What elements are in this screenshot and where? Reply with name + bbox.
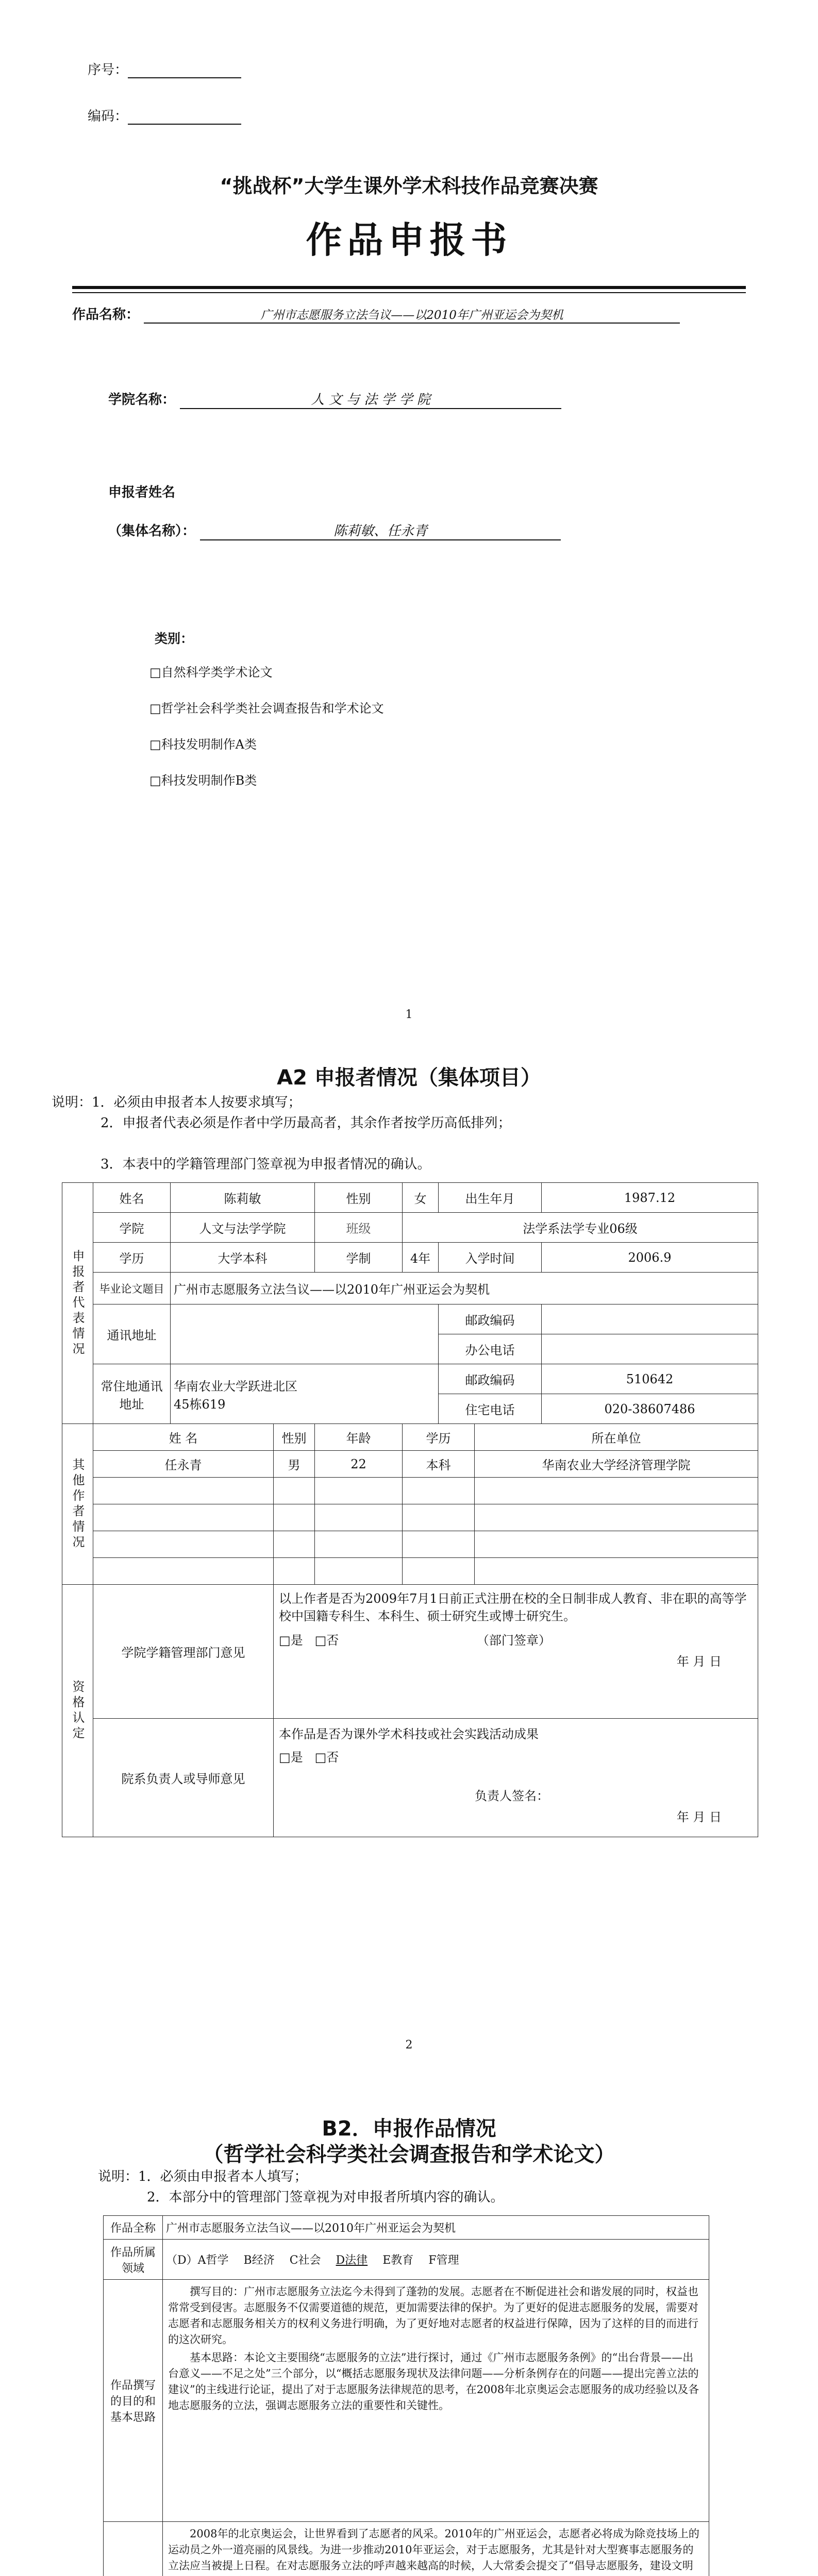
work-name-value[interactable]: 广州市志愿服务立法刍议——以2010年广州亚运会为契机 bbox=[163, 2216, 709, 2240]
dept-label: 院系负责人或导师意见 bbox=[93, 1719, 274, 1837]
empty-cell[interactable] bbox=[93, 1504, 274, 1531]
class-label: 班级 bbox=[315, 1213, 403, 1243]
field-option-philosophy[interactable]: （D）A哲学 bbox=[166, 2254, 229, 2267]
college-label: 学院 bbox=[93, 1213, 171, 1243]
category-social-science[interactable]: □哲学社会科学类社会调查报告和学术论文 bbox=[149, 701, 384, 716]
document-title: 作品申报书 bbox=[306, 218, 512, 261]
registrar-date: 年 月 日 bbox=[676, 1654, 722, 1669]
dept-sign-label: 负责人签名： bbox=[475, 1789, 549, 1803]
dept-yes-checkbox[interactable]: □是 bbox=[279, 1750, 303, 1765]
zip-label: 邮政编码 bbox=[439, 1304, 542, 1334]
empty-cell[interactable] bbox=[93, 1478, 274, 1504]
note-1: 说明：1．必须由申报者本人填写； bbox=[98, 2169, 308, 2184]
registrar-seal-label: （部门签章） bbox=[476, 1633, 551, 1648]
thesis-label: 毕业论文题目 bbox=[93, 1273, 171, 1304]
other-age[interactable]: 22 bbox=[315, 1451, 403, 1478]
empty-cell[interactable] bbox=[315, 1531, 403, 1558]
degree-value[interactable]: 大学本科 bbox=[171, 1243, 315, 1273]
other-degree[interactable]: 本科 bbox=[403, 1451, 475, 1478]
purpose-para: 撰写目的：广州市志愿服务立法迄今未得到了蓬勃的发展。志愿者在不断促进社会和谐发展的同时，权益也常常受到侵害。志愿服务不仅需要道德的规范，更加需要法律的保护。为了更好的促进志愿服务的发展，需要对志愿者和志愿服务相关方的权利义务进行明确，为了更好地对志愿者的权益进行保障，因为了这样的目的而进行的这次研究。 bbox=[168, 2285, 698, 2346]
entry-value[interactable]: 2006.9 bbox=[542, 1243, 758, 1273]
empty-cell[interactable] bbox=[475, 1504, 758, 1531]
field-option-economics[interactable]: B经济 bbox=[243, 2254, 275, 2267]
birth-value[interactable]: 1987.12 bbox=[542, 1183, 758, 1213]
collective-label: （集体名称）： bbox=[108, 523, 196, 539]
category-title: 类别： bbox=[155, 631, 194, 646]
college-value[interactable]: 人文与法学学院 bbox=[171, 1213, 315, 1243]
field-option-law[interactable]: D法律 bbox=[336, 2254, 368, 2267]
empty-cell[interactable] bbox=[475, 1558, 758, 1585]
table-row bbox=[62, 1558, 758, 1585]
years-label: 学制 bbox=[315, 1243, 403, 1273]
zip2-value[interactable]: 510642 bbox=[542, 1364, 758, 1394]
field-options bbox=[163, 2240, 709, 2280]
school-row bbox=[108, 389, 561, 409]
applicant-label: 申报者姓名 bbox=[108, 485, 176, 500]
divider bbox=[72, 292, 746, 293]
work-name-label: 作品全称 bbox=[104, 2216, 163, 2240]
empty-cell[interactable] bbox=[274, 1478, 315, 1504]
divider bbox=[72, 286, 746, 289]
page-number: 2 bbox=[405, 2039, 413, 2052]
empty-cell[interactable] bbox=[93, 1558, 274, 1585]
section-title: B2．申报作品情况 bbox=[322, 2117, 496, 2141]
note-3: 3．本表中的学籍管理部门签章视为申报者情况的确认。 bbox=[101, 1157, 431, 1172]
residence-label: 常住地通讯地址 bbox=[93, 1364, 171, 1424]
dept-text: 本作品是否为课外学术科技或社会实践活动成果 bbox=[279, 1727, 539, 1741]
residence-value[interactable] bbox=[171, 1364, 439, 1424]
office-value[interactable] bbox=[542, 1334, 758, 1364]
purpose-para: 基本思路：本论文主要围绕“志愿服务的立法”进行探讨，通过《广州市志愿服务条例》的“出台背景——出台意义——不足之处”三个部分，以“概括志愿服务现状及法律问题——分析条例存在的问题——提出完善立法的建议”的主线进行论证，提出了对于志愿服务法律规范的思考，在2008年北京奥运会志愿服务的成功经验以及各地志愿服务的立法，强调志愿服务立法的重要性和关键性。 bbox=[168, 2351, 699, 2412]
other-name[interactable]: 任永青 bbox=[93, 1451, 274, 1478]
birth-label: 出生年月 bbox=[439, 1183, 542, 1213]
applicant-names: 陈莉敏、任永青 bbox=[200, 520, 561, 540]
empty-cell[interactable] bbox=[93, 1531, 274, 1558]
school-label: 学院名称： bbox=[108, 392, 176, 408]
field-option-education[interactable]: E教育 bbox=[382, 2254, 414, 2267]
field-option-society[interactable]: C社会 bbox=[289, 2254, 321, 2267]
empty-cell[interactable] bbox=[315, 1504, 403, 1531]
name-value[interactable]: 陈莉敏 bbox=[171, 1183, 315, 1213]
table-row bbox=[62, 1531, 758, 1558]
others-label: 其他作者情况 bbox=[62, 1424, 93, 1585]
others-header-gender: 性别 bbox=[274, 1424, 315, 1451]
gender-value[interactable]: 女 bbox=[403, 1183, 439, 1213]
competition-title: “挑战杯”大学生课外学术科技作品竞赛决赛 bbox=[220, 175, 598, 197]
category-natural-science[interactable]: □自然科学类学术论文 bbox=[149, 665, 273, 680]
dept-cell bbox=[274, 1719, 758, 1837]
dept-no-checkbox[interactable]: □否 bbox=[314, 1750, 339, 1765]
section-title: A2 申报者情况（集体项目） bbox=[277, 1066, 541, 1090]
registrar-label: 学院学籍管理部门意见 bbox=[93, 1585, 274, 1719]
serial-number-line bbox=[88, 59, 241, 78]
entry-label: 入学时间 bbox=[439, 1243, 542, 1273]
empty-cell[interactable] bbox=[315, 1478, 403, 1504]
empty-cell[interactable] bbox=[403, 1504, 475, 1531]
category-invention-b[interactable]: □科技发明制作B类 bbox=[149, 773, 257, 788]
code-blank[interactable] bbox=[128, 110, 241, 125]
note-2: 2．本部分中的管理部门签章视为对申报者所填内容的确认。 bbox=[147, 2190, 504, 2205]
office-label: 办公电话 bbox=[439, 1334, 542, 1364]
others-header-age: 年龄 bbox=[315, 1424, 403, 1451]
empty-cell[interactable] bbox=[403, 1478, 475, 1504]
work-name-label: 作品名称： bbox=[72, 307, 140, 323]
empty-cell[interactable] bbox=[274, 1504, 315, 1531]
purpose-text[interactable] bbox=[163, 2280, 709, 2522]
gender-label: 性别 bbox=[315, 1183, 403, 1213]
note-1: 说明：1．必须由申报者本人按要求填写； bbox=[52, 1095, 302, 1110]
class-value[interactable]: 法学系法学专业06级 bbox=[403, 1213, 758, 1243]
page-1 bbox=[0, 0, 818, 1030]
rep-label: 申报者代表情况 bbox=[62, 1183, 93, 1424]
serial-label: 序号： bbox=[88, 62, 128, 78]
table-row bbox=[62, 1504, 758, 1531]
others-header-degree: 学历 bbox=[403, 1424, 475, 1451]
qualification-label: 资格认定 bbox=[62, 1585, 93, 1837]
residence-line-2: 45栋619 bbox=[174, 1397, 226, 1412]
degree-label: 学历 bbox=[93, 1243, 171, 1273]
contact-label: 通讯地址 bbox=[93, 1304, 171, 1364]
empty-cell[interactable] bbox=[475, 1531, 758, 1558]
registrar-no-checkbox[interactable]: □否 bbox=[314, 1633, 339, 1648]
applicant-table bbox=[62, 1182, 758, 1837]
innovation-para: 2008年的北京奥运会，让世界看到了志愿者的风采。2010年的广州亚运会，志愿者必将成为除竞技场上的运动员之外一道亮丽的风景线。为进一步推动2010年亚运会，对于志愿服务，尤其是针对大型赛事志愿服务的立法应当被提上日程。在对志愿服务立法的呼声越来越高的时候，人大常委会提交了“倡导志愿服务，建设文明 bbox=[168, 2528, 699, 2572]
thesis-value[interactable]: 广州市志愿服务立法刍议——以2010年广州亚运会为契机 bbox=[171, 1273, 758, 1304]
empty-cell[interactable] bbox=[315, 1558, 403, 1585]
code-label: 编码： bbox=[88, 109, 128, 124]
work-name-row bbox=[72, 304, 680, 324]
page-3 bbox=[0, 2061, 818, 2576]
contact-value[interactable] bbox=[171, 1304, 439, 1364]
empty-cell[interactable] bbox=[403, 1531, 475, 1558]
name-label: 姓名 bbox=[93, 1183, 171, 1213]
collective-row bbox=[108, 520, 561, 540]
serial-blank[interactable] bbox=[128, 64, 241, 78]
empty-cell[interactable] bbox=[274, 1558, 315, 1585]
empty-cell[interactable] bbox=[274, 1531, 315, 1558]
registrar-yes-checkbox[interactable]: □是 bbox=[279, 1633, 303, 1648]
others-header-unit: 所在单位 bbox=[475, 1424, 758, 1451]
work-name-value: 广州市志愿服务立法刍议——以2010年广州亚运会为契机 bbox=[144, 306, 680, 324]
zip-value[interactable] bbox=[542, 1304, 758, 1334]
table-row bbox=[62, 1478, 758, 1504]
innovation-label bbox=[104, 2522, 163, 2576]
home-value[interactable]: 020-38607486 bbox=[542, 1394, 758, 1424]
zip2-label: 邮政编码 bbox=[439, 1364, 542, 1394]
residence-line-1: 华南农业大学跃进北区 bbox=[174, 1379, 297, 1394]
field-option-management[interactable]: F管理 bbox=[428, 2254, 459, 2267]
home-label: 住宅电话 bbox=[439, 1394, 542, 1424]
registrar-cell bbox=[274, 1585, 758, 1719]
years-value[interactable]: 4年 bbox=[403, 1243, 439, 1273]
other-unit[interactable]: 华南农业大学经济管理学院 bbox=[475, 1451, 758, 1478]
empty-cell[interactable] bbox=[475, 1478, 758, 1504]
table-row bbox=[62, 1451, 758, 1478]
empty-cell[interactable] bbox=[403, 1558, 475, 1585]
category-invention-a[interactable]: □科技发明制作A类 bbox=[149, 737, 257, 752]
code-line bbox=[88, 106, 241, 125]
work-table bbox=[103, 2215, 709, 2576]
dept-date: 年 月 日 bbox=[676, 1810, 722, 1824]
others-header-name: 姓 名 bbox=[93, 1424, 274, 1451]
school-value: 人 文 与 法 学 学 院 bbox=[180, 389, 561, 409]
registrar-text: 以上作者是否为2009年7月1日前正式注册在校的全日制非成人教育、非在职的高等学校中国籍专科生、本科生、硕士研究生或博士研究生。 bbox=[279, 1591, 747, 1623]
section-subtitle: （哲学社会科学类社会调查报告和学术论文） bbox=[203, 2143, 615, 2166]
page-number: 1 bbox=[405, 1008, 413, 1021]
purpose-label: 作品撰写的目的和基本思路 bbox=[104, 2280, 163, 2522]
other-gender[interactable]: 男 bbox=[274, 1451, 315, 1478]
page-2 bbox=[0, 1030, 818, 2061]
innovation-text[interactable] bbox=[163, 2522, 709, 2576]
note-2: 2．申报者代表必须是作者中学历最高者，其余作者按学历高低排列； bbox=[101, 1115, 511, 1131]
field-label: 作品所属领域 bbox=[104, 2240, 163, 2280]
